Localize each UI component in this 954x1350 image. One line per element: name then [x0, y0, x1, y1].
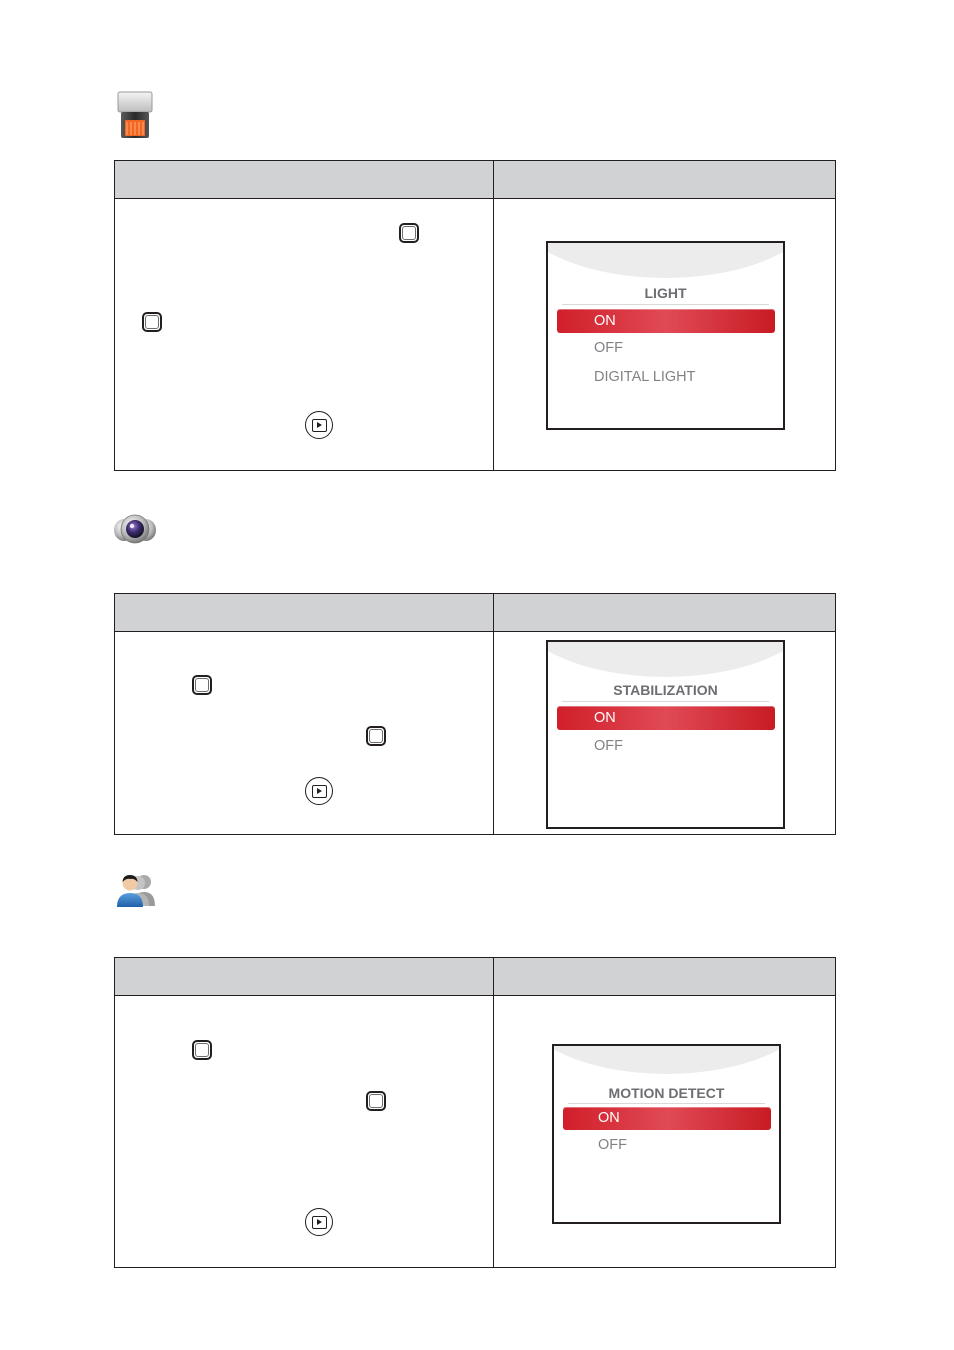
menu-option-off[interactable]: OFF	[594, 738, 623, 754]
motion-detect-people-icon	[116, 872, 156, 908]
selected-option-label: ON	[594, 710, 616, 726]
table-header	[115, 594, 835, 632]
enter-button-icon	[192, 1040, 212, 1060]
title-rule	[562, 701, 769, 702]
column-divider	[493, 958, 494, 1267]
enter-button-icon	[142, 312, 162, 332]
selected-option[interactable]	[557, 706, 775, 730]
play-button-icon	[305, 1208, 333, 1236]
flash-light-icon	[116, 90, 154, 140]
selected-option[interactable]	[563, 1107, 771, 1130]
column-divider	[493, 161, 494, 470]
selected-option-label: ON	[594, 313, 616, 329]
screen-title: LIGHT	[644, 285, 687, 301]
motion-detect-menu-screen	[552, 1044, 781, 1224]
menu-option-off[interactable]: OFF	[598, 1137, 627, 1153]
enter-button-icon	[399, 223, 419, 243]
lens-stabilization-icon	[113, 513, 157, 545]
screen-title: MOTION DETECT	[608, 1085, 725, 1101]
enter-button-icon	[192, 675, 212, 695]
table-header	[115, 958, 835, 996]
selected-option-label: ON	[598, 1110, 620, 1126]
screen-title: STABILIZATION	[613, 682, 718, 698]
selected-option[interactable]	[557, 309, 775, 333]
screen-header-arc	[546, 640, 785, 677]
screen-header-arc	[552, 1044, 781, 1074]
motion-detect-settings-table	[114, 957, 836, 1268]
light-settings-table	[114, 160, 836, 471]
play-button-icon	[305, 411, 333, 439]
enter-button-icon	[366, 726, 386, 746]
table-header	[115, 161, 835, 199]
light-menu-screen	[546, 241, 785, 430]
stabilization-settings-table	[114, 593, 836, 835]
title-rule	[568, 1103, 765, 1104]
enter-button-icon	[366, 1091, 386, 1111]
stabilization-menu-screen	[546, 640, 785, 829]
play-button-icon	[305, 777, 333, 805]
screen-header-arc	[546, 241, 785, 278]
menu-option-digital-light[interactable]: DIGITAL LIGHT	[594, 369, 696, 385]
menu-option-off[interactable]: OFF	[594, 340, 623, 356]
title-rule	[562, 304, 769, 305]
column-divider	[493, 594, 494, 834]
